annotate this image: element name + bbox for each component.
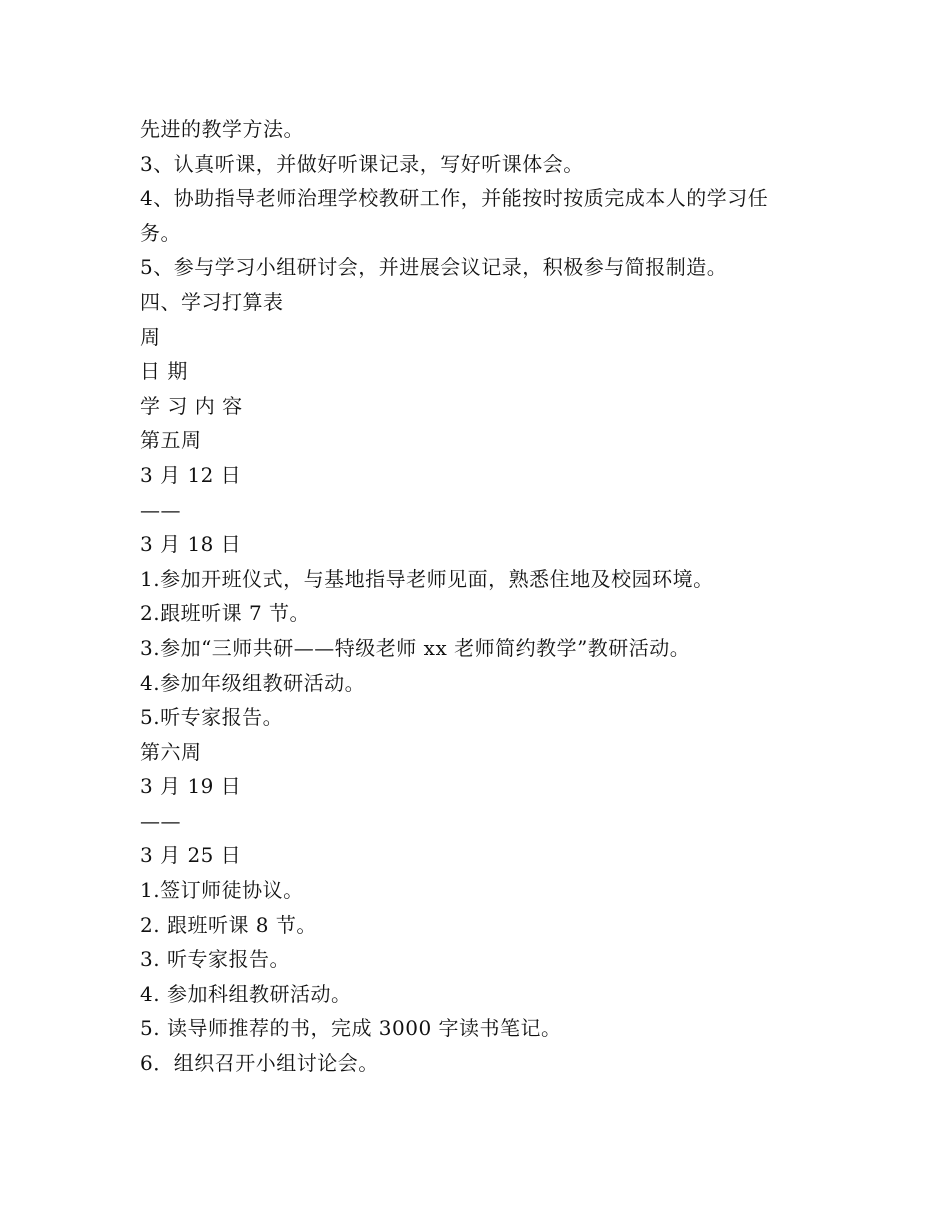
text-line: 3、认真听课，并做好听课记录，写好听课体会。: [140, 151, 584, 176]
table-header-week: 周: [140, 324, 161, 349]
date-start: 3 月 12 日: [140, 462, 242, 487]
text-line: 4、协助指导老师治理学校教研工作，并能按时按质完成本人的学习任: [140, 186, 769, 211]
task-item: 2. 跟班听课 8 节。: [140, 912, 317, 937]
week-label: 第六周: [140, 739, 202, 764]
task-item: 1.签订师徒协议。: [140, 878, 304, 903]
date-end: 3 月 18 日: [140, 532, 242, 557]
document-body: [140, 112, 820, 1081]
task-item: 5.听专家报告。: [140, 705, 284, 730]
text-line: 务。: [140, 220, 181, 245]
week-label: 第五周: [140, 428, 202, 453]
text-line: 5、参与学习小组研讨会，并进展会议记录，积极参与简报制造。: [140, 255, 728, 280]
date-dash: ——: [140, 808, 181, 833]
task-item: 4.参加年级组教研活动。: [140, 670, 366, 695]
task-item: 3. 听专家报告。: [140, 947, 290, 972]
task-item: 4. 参加科组教研活动。: [140, 981, 352, 1006]
task-item: 3.参加“三师共研——特级老师 xx 老师简约教学”教研活动。: [140, 635, 691, 660]
date-start: 3 月 19 日: [140, 774, 242, 799]
task-item: 2.跟班听课 7 节。: [140, 601, 311, 626]
table-header-content: 学 习 内 容: [140, 393, 243, 418]
text-line: 先进的教学方法。: [140, 117, 304, 141]
task-item: 5. 读导师推荐的书，完成 3000 字读书笔记。: [140, 1016, 562, 1041]
date-dash: ——: [140, 497, 181, 522]
task-item: 1.参加开班仪式，与基地指导老师见面，熟悉住地及校园环境。: [140, 566, 714, 591]
date-end: 3 月 25 日: [140, 843, 242, 868]
table-header-date: 日 期: [140, 359, 188, 384]
section-heading: 四、学习打算表: [140, 289, 284, 314]
task-item: 6．组织召开小组讨论会。: [140, 1051, 379, 1076]
